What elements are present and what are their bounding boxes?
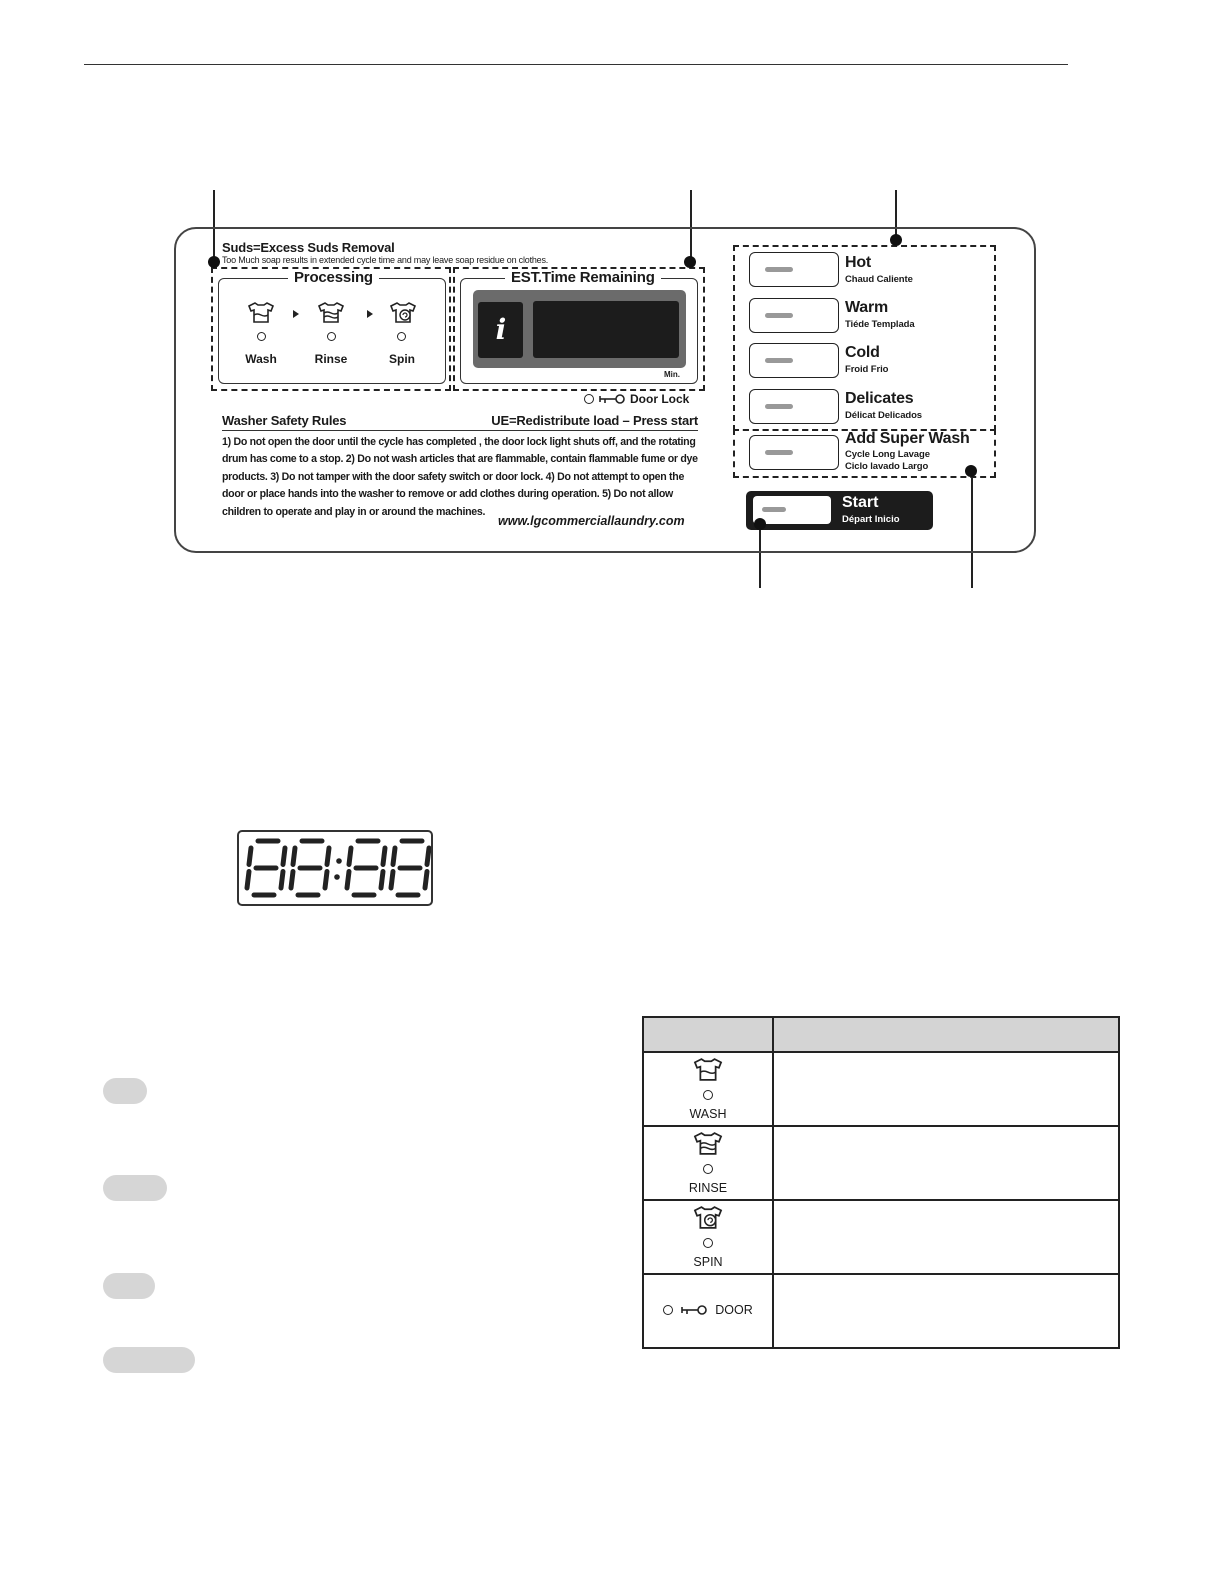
segment xyxy=(347,872,349,889)
info-icon: i xyxy=(495,313,507,346)
table-header-row xyxy=(643,1017,1119,1052)
seven-segment-digits xyxy=(239,832,431,904)
table-description-cell xyxy=(773,1200,1119,1274)
delicates-button[interactable] xyxy=(749,389,839,424)
table-row xyxy=(643,1274,1119,1348)
minutes-unit: Min. xyxy=(664,370,680,379)
spin-table-label: SPIN xyxy=(693,1254,723,1269)
table-icon-cell xyxy=(643,1126,773,1200)
hot-label: Hot xyxy=(845,254,872,271)
segment xyxy=(247,872,249,889)
spin-shirt-icon xyxy=(389,302,417,324)
safety-rules-text xyxy=(222,434,700,521)
segment xyxy=(293,848,295,865)
segment xyxy=(327,848,329,865)
wash-shirt-icon xyxy=(692,1058,724,1082)
table-header-cell xyxy=(643,1017,773,1052)
rinse-label: Rinse xyxy=(314,352,348,366)
arrow-icon xyxy=(367,310,373,318)
table-icon-cell xyxy=(643,1274,773,1348)
callout-dot xyxy=(965,465,977,477)
rinse-shirt-icon xyxy=(692,1132,724,1156)
label-pill xyxy=(103,1347,195,1373)
key-icon xyxy=(599,393,625,405)
rinse-table-label: RINSE xyxy=(688,1180,728,1195)
rules-line: drum has come to a stop. 2) Do not wash articles that are flammable, contain flammable fume or dye xyxy=(222,453,698,466)
door-lock-label: Door Lock xyxy=(630,392,690,406)
segment xyxy=(381,872,383,889)
segment xyxy=(391,872,393,889)
colon-dot xyxy=(336,858,342,864)
button-indicator xyxy=(765,313,793,318)
table-row xyxy=(643,1126,1119,1200)
rules-line: children to operate and play in or around the machines. xyxy=(222,505,486,518)
spin-shirt-icon xyxy=(692,1206,724,1230)
warm-sublabel: Tiéde Templada xyxy=(845,319,915,330)
delicates-label: Delicates xyxy=(845,390,914,407)
segment xyxy=(291,872,293,889)
add-super-wash-sublabel-2: Ciclo lavado Largo xyxy=(845,461,929,472)
callout-dot xyxy=(754,518,766,530)
table-icon-cell xyxy=(643,1200,773,1274)
cold-button[interactable] xyxy=(749,343,839,378)
callout-dot xyxy=(890,234,902,246)
table-icon-cell xyxy=(643,1052,773,1126)
wash-led xyxy=(703,1090,713,1100)
suds-title: Suds=Excess Suds Removal xyxy=(222,240,395,255)
ue-note: UE=Redistribute load – Press start xyxy=(491,413,698,428)
time-screen xyxy=(533,301,679,358)
button-indicator xyxy=(765,267,793,272)
segment xyxy=(283,848,285,865)
spin-label: Spin xyxy=(389,352,415,366)
add-super-wash-button[interactable] xyxy=(749,435,839,470)
hot-button[interactable] xyxy=(749,252,839,287)
segment xyxy=(393,848,395,865)
segment xyxy=(349,848,351,865)
door-table-label: DOOR xyxy=(715,1303,753,1317)
spin-led xyxy=(703,1238,713,1248)
processing-box xyxy=(218,278,446,384)
table-header-cell xyxy=(773,1017,1119,1052)
segment xyxy=(427,848,429,865)
spin-led xyxy=(397,332,406,341)
website-url: www.lgcommerciallaundry.com xyxy=(498,514,685,528)
start-sublabel: Départ Inicio xyxy=(842,514,900,525)
hot-sublabel: Chaud Caliente xyxy=(845,274,913,285)
rinse-led xyxy=(327,332,336,341)
seven-segment-display xyxy=(237,830,433,906)
add-super-wash-sublabel: Cycle Long Lavage xyxy=(845,449,930,460)
wash-table-label: WASH xyxy=(689,1106,727,1121)
table-description-cell xyxy=(773,1126,1119,1200)
rules-line: door or place hands into the washer to remove or add clothes during operation. 5) Do not allow xyxy=(222,488,673,501)
key-icon xyxy=(679,1304,709,1316)
header-rule xyxy=(84,64,1068,65)
safety-rules-title: Washer Safety Rules xyxy=(222,413,347,428)
table-description-cell xyxy=(773,1052,1119,1126)
est-time-title: EST.Time Remaining xyxy=(505,269,661,286)
door-led xyxy=(663,1305,673,1315)
button-indicator xyxy=(765,358,793,363)
callout-dot xyxy=(684,256,696,268)
warm-label: Warm xyxy=(845,299,889,316)
segment xyxy=(249,848,251,865)
rules-line: products. 3) Do not tamper with the door safety switch or door lock. 4) Do not attempt to open the xyxy=(222,470,685,483)
rinse-led xyxy=(703,1164,713,1174)
callout-dot xyxy=(208,256,220,268)
segment xyxy=(383,848,385,865)
warm-button[interactable] xyxy=(749,298,839,333)
wash-shirt-icon xyxy=(247,302,275,324)
label-pill xyxy=(103,1175,167,1201)
cold-label: Cold xyxy=(845,344,880,361)
door-lock-indicator xyxy=(584,392,689,406)
label-pill xyxy=(103,1273,155,1299)
table-row xyxy=(643,1200,1119,1274)
table-row xyxy=(643,1052,1119,1126)
start-label: Start xyxy=(842,494,879,511)
delicates-sublabel: Délicat Delicados xyxy=(845,410,922,421)
button-indicator xyxy=(765,404,793,409)
colon-dot xyxy=(334,874,340,880)
door-lock-led xyxy=(584,394,594,404)
wash-label: Wash xyxy=(245,352,277,366)
table-description-cell xyxy=(773,1274,1119,1348)
button-indicator xyxy=(765,450,793,455)
segment xyxy=(425,872,427,889)
rules-line: 1) Do not open the door until the cycle has completed , the door lock light shuts off, and the rotating xyxy=(222,436,696,448)
label-pill xyxy=(103,1078,147,1104)
processing-title: Processing xyxy=(288,269,379,286)
rinse-shirt-icon xyxy=(317,302,345,324)
add-super-wash-label: Add Super Wash xyxy=(845,430,970,447)
button-indicator xyxy=(762,507,786,512)
wash-led xyxy=(257,332,266,341)
segment xyxy=(325,872,327,889)
arrow-icon xyxy=(293,310,299,318)
safety-rules-header xyxy=(222,413,698,431)
indicator-table xyxy=(642,1016,1120,1349)
segment xyxy=(281,872,283,889)
cold-sublabel: Froid Frio xyxy=(845,364,889,375)
suds-subtitle: Too Much soap results in extended cycle time and may leave soap residue on clothes. xyxy=(222,255,549,265)
